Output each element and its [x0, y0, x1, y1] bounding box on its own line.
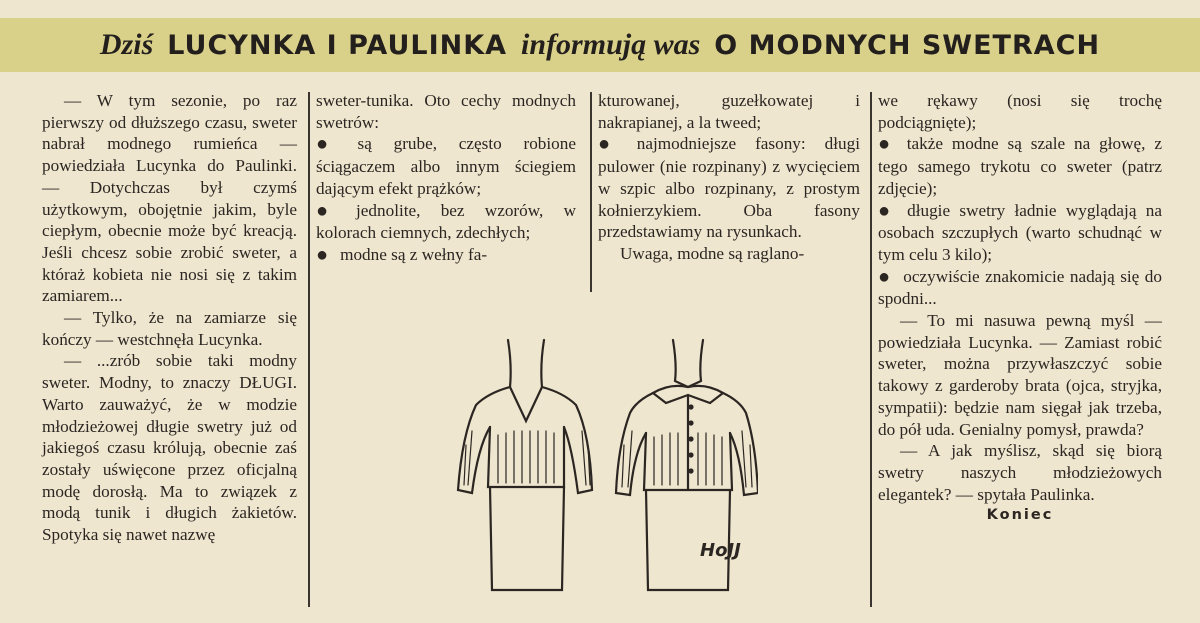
bullet-item: ● jednolite, bez wzorów, w kolorach ciemnych, zdechłych; [316, 200, 576, 244]
pullover-drawing [458, 340, 592, 590]
column-divider [870, 92, 872, 607]
paragraph: — ...zrób sobie taki modny sweter. Modny, to znaczy DŁUGI. Warto zauważyć, że w modzie młodzieżowej długie swetry już od jakiegoś czasu królują, obecnie zaś zostały uświęcone przez oficjalną modę dorosłą. Ma to związek z modą tunik i długich żakietów. Spotyka się nawet nazwę [42, 351, 297, 545]
paragraph: — To mi nasuwa pewną myśl — powiedziała Lucynka. — Zamiast robić sweter, można przywłaszczyć sobie takowy z garderoby brata (ojca, stryjka, sympatii): będzie nam sięgał jak trzeba, do pół uda. Genialny pomysł, prawda? [878, 311, 1162, 439]
paragraph: sweter-tunika. Oto cechy modnych swetrów: [316, 91, 576, 132]
article-end: Koniec [986, 507, 1054, 524]
title-part-3: informują was [521, 28, 701, 61]
column-divider [590, 92, 592, 292]
article-column-3 [598, 90, 860, 265]
sweater-illustration [448, 335, 758, 605]
paragraph: kturowanej, guzełkowatej i nakrapianej, a la tweed; [598, 91, 860, 132]
bullet-item: ● są grube, często robione ściągaczem albo innym ściegiem dającym efekt prążków; [316, 133, 576, 199]
paragraph: — W tym sezonie, po raz pierwszy od dłuższego czasu, sweter nabrał modnego rumieńca — powiedziała Lucynka do Paulinki. — Dotychczas był czymś użytkowym, obojętnie jakim, byle ciepłym, obecnie może być kreacją. Jeśli chcesz sobie zrobić sweter, a któraż kobieta nie nosi się z takim zamiarem... [42, 91, 297, 306]
cardigan-buttons [688, 404, 693, 473]
paragraph: Uwaga, modne są raglano- [620, 243, 805, 263]
article-column-1 [42, 90, 297, 546]
article-column-2 [316, 90, 576, 267]
title-part-1: Dziś [99, 28, 154, 61]
bullet-item: ● długie swetry ładnie wyglądają na osobach szczupłych (warto schudnąć w tym celu 3 kilo); [878, 200, 1162, 266]
article-column-4 [878, 90, 1162, 527]
title-banner [0, 18, 1200, 72]
paragraph: we rękawy (nosi się trochę podciągnięte); [878, 91, 1162, 132]
paragraph: — A jak myślisz, skąd się biorą swetry naszych młodzieżowych elegantek? — spytała Paulinka. [878, 441, 1162, 504]
bullet-item: ● oczywiście znakomicie nadają się do spodni... [878, 266, 1162, 310]
title-part-4: O MODNYCH SWETRACH [714, 29, 1101, 61]
paragraph: — Tylko, że na zamiarze się kończy — westchnęła Lucynka. [42, 308, 297, 349]
bullet-item: ● najmodniejsze fasony: długi pulower (nie rozpinany) z wycięciem w szpic albo rozpinany, z prostym kołnierzykiem. Oba fasony przedstawiamy na rysunkach. [598, 133, 860, 243]
bullet-item: ● także modne są szale na głowę, z tego samego trykotu co sweter (patrz zdjęcie); [878, 133, 1162, 199]
column-divider [308, 92, 310, 607]
illustrator-signature: HoJJ [700, 540, 741, 561]
bullet-item: ● modne są z wełny fa- [316, 244, 576, 267]
title-part-2: LUCYNKA I PAULINKA [167, 29, 508, 61]
